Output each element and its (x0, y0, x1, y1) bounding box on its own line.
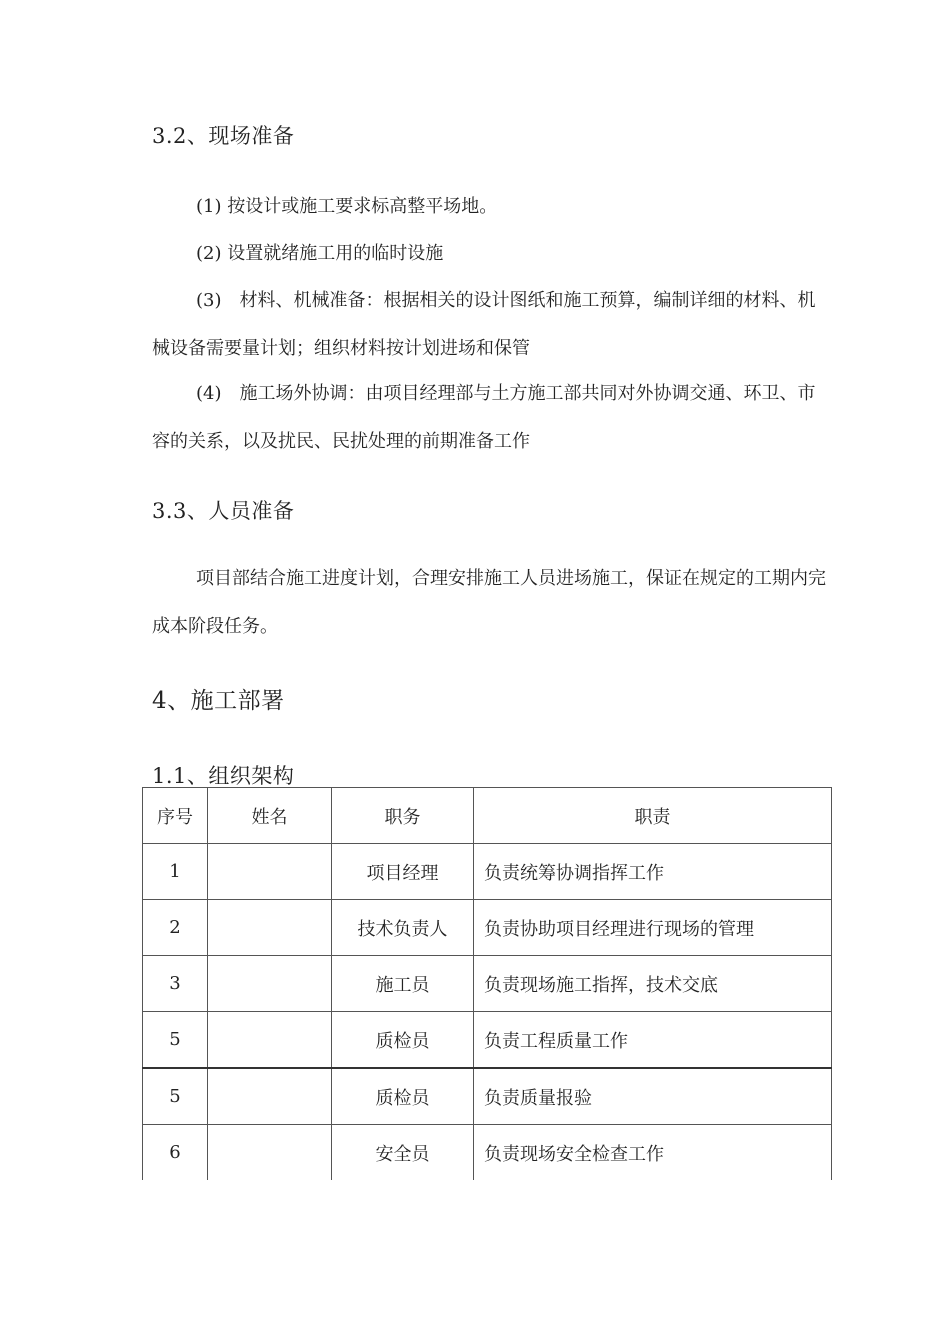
cell-name (208, 1125, 332, 1181)
cell-position: 项目经理 (332, 844, 474, 900)
cell-no: 2 (143, 900, 208, 956)
cell-no: 5 (143, 1068, 208, 1125)
table-header-row (143, 788, 832, 844)
section-4-title: 4、施工部署 (152, 688, 285, 714)
cell-position: 施工员 (332, 956, 474, 1012)
cell-duty: 负责现场施工指挥，技术交底 (474, 956, 832, 1012)
section-3-3-paragraph: 项目部结合施工进度计划，合理安排施工人员进场施工，保证在规定的工期内完成本阶段任务。 (152, 568, 826, 637)
header-no: 序号 (143, 788, 208, 844)
cell-position: 技术负责人 (332, 900, 474, 956)
cell-name (208, 1012, 332, 1069)
table-row (143, 956, 832, 1012)
cell-no: 5 (143, 1012, 208, 1069)
cell-no: 6 (143, 1125, 208, 1181)
header-duty: 职责 (474, 788, 832, 844)
cell-duty: 负责工程质量工作 (474, 1012, 832, 1069)
cell-position: 安全员 (332, 1125, 474, 1181)
list-item-3: (3) 材料、机械准备：根据相关的设计图纸和施工预算，编制详细的材料、机械设备需要量计划；组织材料按计划进场和保管 (152, 290, 816, 359)
cell-name (208, 1068, 332, 1125)
table-row (143, 1012, 832, 1069)
table-row (143, 844, 832, 900)
cell-duty: 负责协助项目经理进行现场的管理 (474, 900, 832, 956)
cell-name (208, 900, 332, 956)
header-name: 姓名 (208, 788, 332, 844)
list-item-4: (4) 施工场外协调：由项目经理部与土方施工部共同对外协调交通、环卫、市容的关系，以及扰民、民扰处理的前期准备工作 (152, 383, 816, 452)
cell-position: 质检员 (332, 1068, 474, 1125)
cell-duty: 负责现场安全检查工作 (474, 1125, 832, 1181)
section-3-2-title: 3.2、现场准备 (152, 124, 295, 148)
table-row (143, 1068, 832, 1125)
cell-name (208, 844, 332, 900)
cell-no: 1 (143, 844, 208, 900)
cell-no: 3 (143, 956, 208, 1012)
header-position: 职务 (332, 788, 474, 844)
cell-duty: 负责质量报验 (474, 1068, 832, 1125)
list-item-2: (2) 设置就绪施工用的临时设施 (196, 243, 444, 264)
cell-position: 质检员 (332, 1012, 474, 1069)
section-1-1-title: 1.1、组织架构 (152, 764, 295, 788)
list-item-1: (1) 按设计或施工要求标高整平场地。 (196, 196, 498, 217)
organization-table (142, 787, 832, 1180)
table-row (143, 1125, 832, 1181)
table-row (143, 900, 832, 956)
cell-name (208, 956, 332, 1012)
section-3-3-title: 3.3、人员准备 (152, 499, 295, 523)
cell-duty: 负责统筹协调指挥工作 (474, 844, 832, 900)
